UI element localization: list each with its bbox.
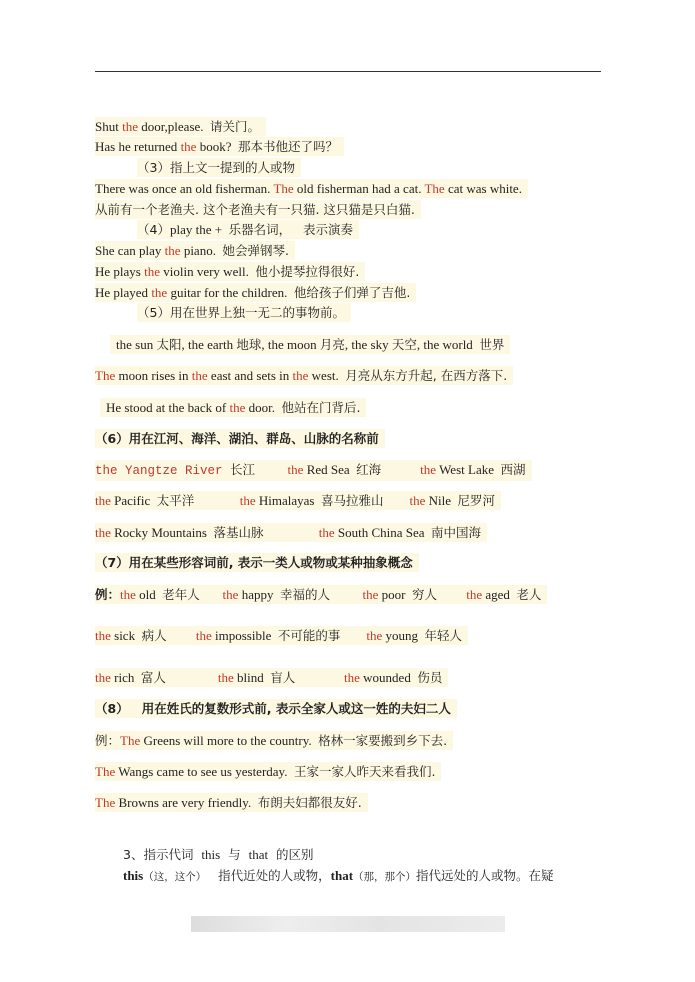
text-segment (167, 628, 196, 643)
sentence-shut-door (95, 117, 266, 136)
text-segment: door. (245, 400, 282, 415)
text-segment: the (180, 139, 197, 154)
text-segment: the Yangtze River (95, 464, 231, 478)
text-segment: this (123, 868, 144, 883)
text-segment (340, 628, 366, 643)
text-segment: （6）用在江河、海洋、湖泊、群岛、山脉的名称前 (95, 431, 379, 446)
text-segment: 世界 (479, 337, 505, 352)
sentence-violin (95, 262, 365, 281)
text-segment: , the earth (181, 337, 237, 352)
text-segment: 老人 (516, 587, 542, 602)
text-segment: The (95, 795, 116, 810)
section-3-heading (123, 845, 320, 864)
text-segment: cat was white. (444, 181, 522, 196)
text-segment: the (466, 587, 483, 602)
sentence-stood-door (100, 398, 366, 417)
text-segment: The (273, 181, 294, 196)
names-row-1 (95, 460, 532, 481)
text-segment: 那本书他还了吗？ (237, 139, 338, 154)
text-segment: 乐器名词， 表示演奏 (228, 222, 353, 237)
text-segment: 他小提琴拉得很好. (255, 264, 360, 279)
text-segment: piano. (180, 243, 223, 258)
text-segment: 穷人 (411, 587, 437, 602)
text-segment: the sun (116, 337, 157, 352)
text-segment: She can play (95, 243, 165, 258)
text-segment: （这，这个） (143, 871, 207, 883)
text-segment: , the sky (344, 337, 392, 352)
text-segment (330, 587, 363, 602)
text-segment: the (420, 462, 437, 477)
text-segment: book? (196, 139, 238, 154)
text-segment: this (201, 847, 221, 862)
text-segment: blind (233, 670, 271, 685)
text-segment: 例： (95, 587, 121, 602)
text-segment: the (195, 628, 212, 643)
text-segment: the (164, 243, 181, 258)
names-row-2 (95, 491, 501, 510)
text-segment: the (318, 525, 335, 540)
text-segment: 天空 (391, 337, 417, 352)
text-segment: the (95, 525, 111, 540)
text-segment: 她会弹钢琴. (222, 243, 289, 258)
text-segment: 喜马拉雅山 (320, 493, 384, 508)
text-segment: 年轻人 (424, 628, 463, 643)
text-segment: Rocky Mountains (110, 525, 214, 540)
rule-3-heading (137, 158, 301, 177)
text-segment: 3、指示代词 (123, 847, 202, 862)
text-segment: poor (378, 587, 412, 602)
text-segment: old fisherman had a cat. (293, 181, 425, 196)
text-segment: 幸福的人 (279, 587, 330, 602)
text-segment: 格林一家要搬到乡下去. (318, 733, 448, 748)
text-segment: impossible (211, 628, 278, 643)
text-segment: the (95, 493, 111, 508)
text-segment: 落基山脉 (213, 525, 264, 540)
text-segment: He stood at the back of (106, 400, 230, 415)
text-segment: （3）指上文一提到的人或物 (137, 160, 295, 175)
text-segment: Nile (425, 493, 458, 508)
text-segment: 太平洋 (156, 493, 195, 508)
text-segment: （4） (137, 222, 170, 237)
text-segment: The (95, 764, 116, 779)
sentence-browns (95, 793, 368, 812)
text-segment: 例： (95, 733, 121, 748)
text-segment: moon rises in (115, 368, 192, 383)
unique-things-list (110, 335, 510, 354)
rule-8-heading (95, 699, 457, 718)
text-segment: the (292, 368, 309, 383)
rule-4-heading (137, 220, 359, 239)
text-segment: 长江 (230, 462, 256, 477)
text-segment: violin very well. (160, 264, 256, 279)
text-segment: 太阳 (156, 337, 182, 352)
text-segment: door,please. (137, 119, 211, 134)
adjectives-row-2 (95, 626, 468, 645)
text-segment: the (229, 400, 246, 415)
adjectives-row-3 (95, 668, 448, 687)
text-segment: 月亮从东方升起, 在西方落下. (345, 368, 508, 383)
text-segment (295, 670, 344, 685)
text-segment: 西湖 (500, 462, 526, 477)
text-segment: （5）用在世界上独一无二的事物前。 (137, 305, 345, 320)
text-segment: young (382, 628, 425, 643)
text-segment: There was once an old fisherman. (95, 181, 274, 196)
text-segment: （8） 用在姓氏的复数形式前, 表示全家人或这一姓的夫妇二人 (95, 701, 451, 716)
names-row-3 (95, 523, 487, 542)
text-segment: He played (95, 285, 152, 300)
text-segment: Red Sea (303, 462, 357, 477)
text-segment: 他站在门背后. (281, 400, 361, 415)
text-segment: The (424, 181, 445, 196)
text-segment: 与 (220, 847, 249, 862)
text-segment: sick (110, 628, 142, 643)
sentence-piano (95, 241, 295, 260)
text-segment: 布朗夫妇都很友好. (257, 795, 362, 810)
text-segment: the (222, 587, 239, 602)
this-that-definition (123, 866, 560, 887)
text-segment: 指代近处的人或物， (206, 868, 331, 883)
text-segment: Himalayas (255, 493, 321, 508)
text-segment: 的区别 (268, 847, 314, 862)
text-segment (437, 587, 466, 602)
text-segment (166, 670, 218, 685)
text-segment: happy (238, 587, 280, 602)
text-segment: South China Sea (334, 525, 432, 540)
text-segment: the (191, 368, 208, 383)
text-segment: （那，那个） (353, 871, 417, 883)
sentence-fisherman (95, 179, 528, 198)
rule-6-heading (95, 429, 385, 448)
text-segment: Has he returned (95, 139, 181, 154)
text-segment: （7）用在某些形容词前, 表示一类人或物或某种抽象概念 (95, 555, 413, 570)
text-segment: the (287, 462, 304, 477)
text-segment: the (362, 587, 379, 602)
text-segment: Pacific (110, 493, 157, 508)
text-segment: west. (308, 368, 346, 383)
text-segment: 老年人 (162, 587, 200, 602)
text-segment: 病人 (141, 628, 167, 643)
sentence-wangs (95, 762, 441, 781)
text-segment: 富人 (140, 670, 166, 685)
text-segment: wounded (359, 670, 418, 685)
text-segment: the (409, 493, 426, 508)
text-segment: the (366, 628, 383, 643)
text-segment: , the world (416, 337, 480, 352)
text-segment (384, 493, 410, 508)
text-segment: 盲人 (270, 670, 296, 685)
text-segment: the (344, 670, 360, 685)
text-segment: aged (482, 587, 517, 602)
text-segment: the (144, 264, 160, 279)
text-segment: 王家一家人昨天来看我们. (293, 764, 436, 779)
text-segment: the (151, 285, 168, 300)
text-segment: that (248, 847, 269, 862)
text-segment: 请关门。 (210, 119, 261, 134)
text-segment: Wangs came to see us yesterday. (115, 764, 294, 779)
text-segment (194, 493, 240, 508)
text-segment (381, 462, 420, 477)
text-segment: The (95, 368, 116, 383)
text-segment: 指代远处的人或物。在疑 (416, 868, 554, 883)
text-segment: West Lake (436, 462, 501, 477)
text-segment: the (120, 587, 136, 602)
text-segment: 南中国海 (431, 525, 482, 540)
text-segment: 尼罗河 (457, 493, 496, 508)
text-segment: The (120, 733, 141, 748)
sentence-moon-rises (95, 366, 513, 385)
text-segment: Greens will more to the country. (140, 733, 319, 748)
sentence-guitar (95, 283, 416, 302)
text-segment: 伤员 (417, 670, 443, 685)
text-segment: east and sets in (207, 368, 293, 383)
text-segment: the (217, 670, 234, 685)
text-segment: 他给孩子们弹了吉他. (293, 285, 411, 300)
text-segment (255, 462, 288, 477)
sentence-returned-book (95, 137, 344, 156)
text-segment: 红海 (356, 462, 382, 477)
text-segment: that (330, 868, 354, 883)
text-segment: 地球 (236, 337, 262, 352)
text-segment: rich (110, 670, 141, 685)
rule-5-heading (137, 303, 351, 322)
text-segment: the (95, 670, 111, 685)
text-segment: 月亮 (319, 337, 345, 352)
text-segment: 不可能的事 (277, 628, 341, 643)
sentence-greens (95, 731, 453, 750)
text-segment: He plays (95, 264, 145, 279)
text-segment: Shut (95, 119, 123, 134)
text-segment: , the moon (261, 337, 320, 352)
text-segment: old (135, 587, 163, 602)
text-segment (200, 587, 223, 602)
text-segment: guitar for the children. (167, 285, 294, 300)
text-segment (263, 525, 318, 540)
rule-7-heading (95, 553, 419, 572)
text-segment: the (239, 493, 256, 508)
text-segment: play the + (169, 222, 229, 237)
page-footer-bar (191, 916, 505, 932)
text-segment: the (122, 119, 138, 134)
text-segment: the (95, 628, 111, 643)
sentence-fisherman-zh (95, 200, 421, 219)
text-segment: 从前有一个老渔夫. 这个老渔夫有一只猫. 这只猫是只白猫. (95, 202, 415, 217)
header-rule (95, 71, 601, 72)
adjectives-row-1 (95, 585, 547, 604)
text-segment: Browns are very friendly. (115, 795, 258, 810)
